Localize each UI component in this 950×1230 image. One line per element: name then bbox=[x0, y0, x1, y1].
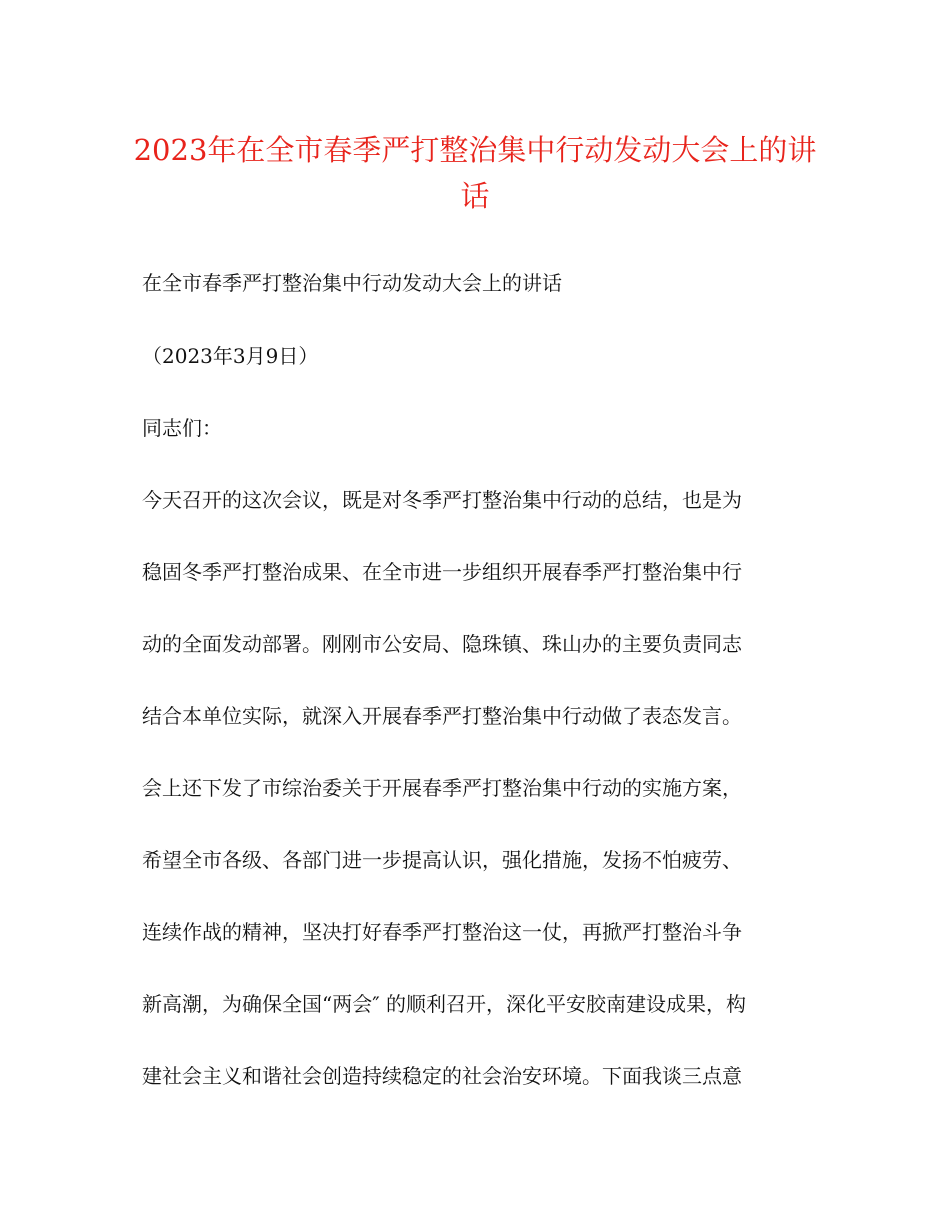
document-date: （2023年3月9日） bbox=[142, 344, 319, 368]
body-line: 新高潮，为确保全国“两会″ 的顺利召开，深化平安胶南建设成果，构 bbox=[142, 992, 747, 1016]
body-line: 建社会主义和谐社会创造持续稳定的社会治安环境。下面我谈三点意 bbox=[142, 1064, 742, 1088]
salutation: 同志们： bbox=[142, 416, 222, 440]
body-line: 今天召开的这次会议，既是对冬季严打整治集中行动的总结，也是为 bbox=[142, 488, 742, 512]
body-line: 希望全市各级、各部门进一步提高认识，强化措施，发扬不怕疲劳、 bbox=[142, 848, 742, 872]
body-line: 结合本单位实际，就深入开展春季严打整治集中行动做了表态发言。 bbox=[142, 704, 742, 728]
body-line: 连续作战的精神，坚决打好春季严打整治这一仗，再掀严打整治斗争 bbox=[142, 920, 742, 944]
body-line: 会上还下发了市综治委关于开展春季严打整治集中行动的实施方案， bbox=[142, 776, 742, 800]
body-line: 动的全面发动部署。刚刚市公安局、隐珠镇、珠山办的主要负责同志 bbox=[142, 632, 742, 656]
document-title-line-1: 2023年在全市春季严打整治集中行动发动大会上的讲 bbox=[133, 133, 817, 167]
document-subtitle: 在全市春季严打整治集中行动发动大会上的讲话 bbox=[142, 271, 562, 295]
body-line: 稳固冬季严打整治成果、在全市进一步组织开展春季严打整治集中行 bbox=[142, 560, 742, 584]
document-title-line-2: 话 bbox=[460, 179, 490, 213]
